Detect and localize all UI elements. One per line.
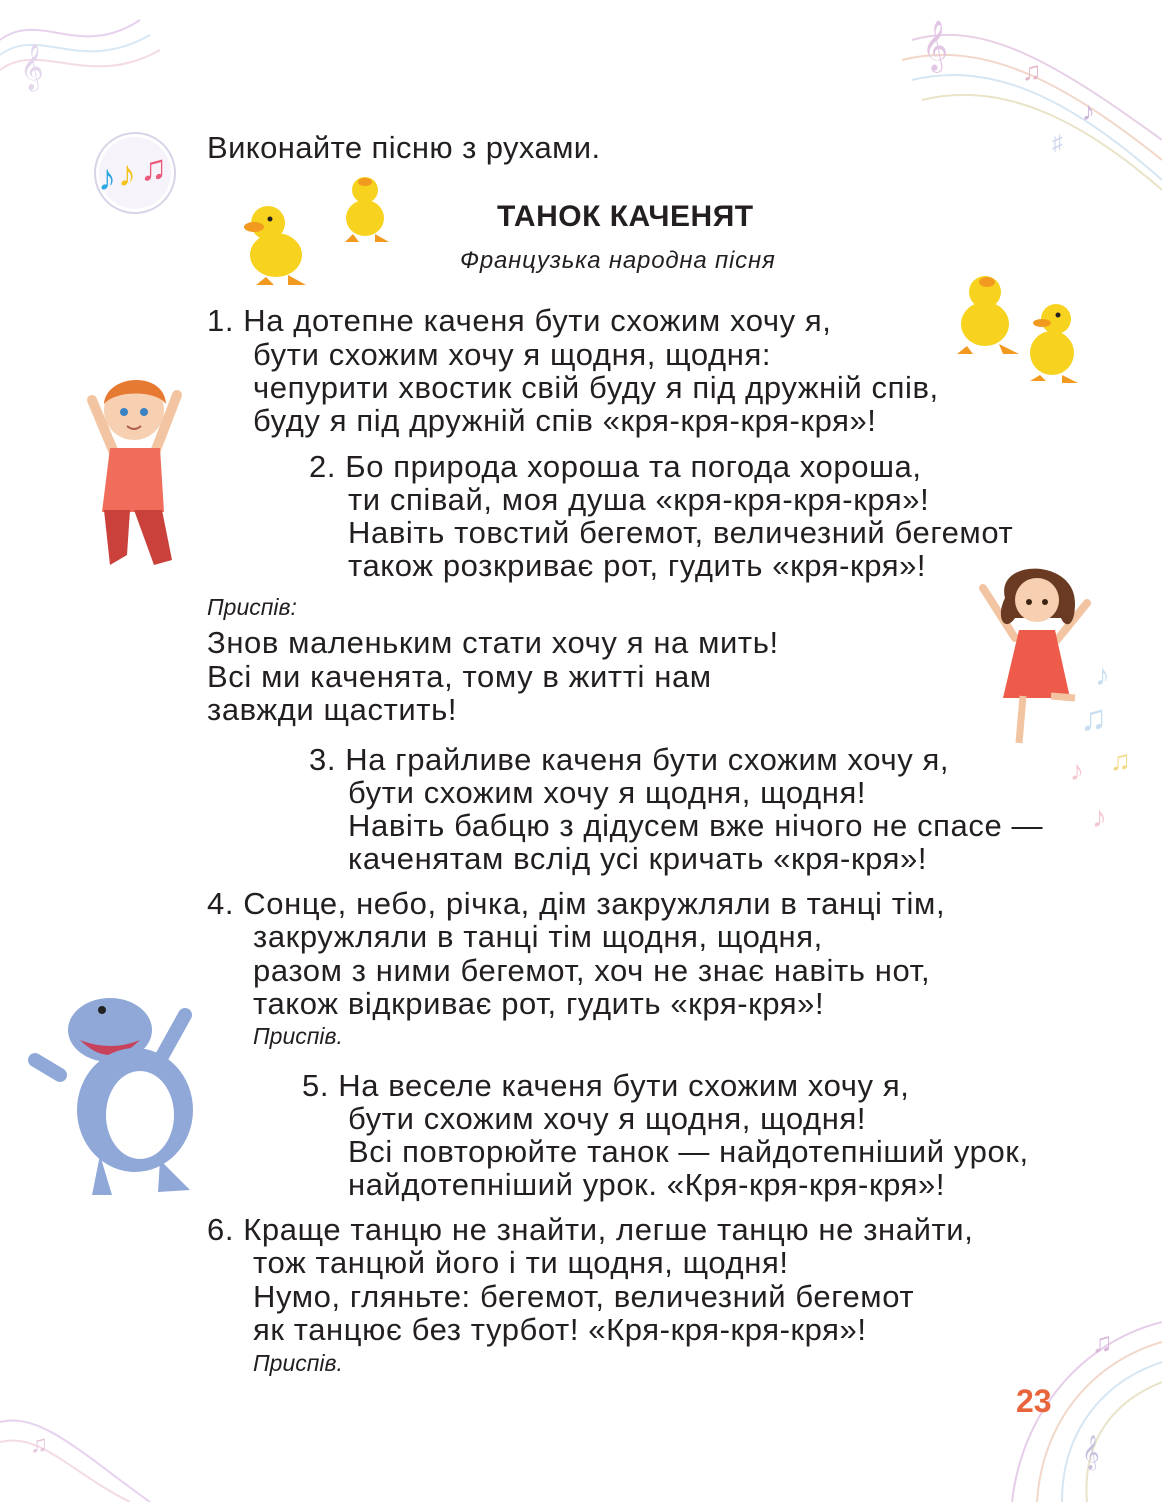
svg-text:𝄞: 𝄞 xyxy=(922,21,949,70)
svg-text:♪: ♪ xyxy=(98,157,116,198)
verse-2-line-4: також розкриває рот, гудить «кря-кря»! xyxy=(348,548,927,583)
duck-illustration xyxy=(335,172,395,247)
svg-text:♪: ♪ xyxy=(1082,96,1095,126)
svg-text:♪: ♪ xyxy=(1095,659,1110,692)
verse-3-line-2: бути схожим хочу я щодня, щодня! xyxy=(348,775,867,810)
svg-text:♫: ♫ xyxy=(1110,745,1131,776)
song-subtitle: Французька народна пісня xyxy=(460,247,776,274)
svg-text:𝄞: 𝄞 xyxy=(20,45,44,89)
hippo-illustration xyxy=(40,990,200,1200)
verse-2-line-3: Навіть товстий бегемот, величезний бегемот xyxy=(348,515,1014,550)
verse-6-line-4: як танцює без турбот! «Кря-кря-кря-кря»! xyxy=(253,1312,867,1347)
verse-4-refrain: Приспів. xyxy=(253,1023,343,1049)
music-notes-icon xyxy=(1070,655,1140,835)
verse-6-refrain: Приспів. xyxy=(253,1350,343,1376)
svg-text:♫: ♫ xyxy=(1080,697,1107,738)
verse-4-line-3: разом з ними бегемот, хоч не знає навіть нот, xyxy=(253,953,931,988)
verse-1-line-1: 1. На дотепне каченя бути схожим хочу я, xyxy=(207,303,832,338)
duck-illustration xyxy=(947,268,1022,358)
decorative-swirl-top-right xyxy=(902,0,1162,190)
instruction-text: Виконайте пісню з рухами. xyxy=(207,130,601,165)
verse-5-line-1: 5. На веселе каченя бути схожим хочу я, xyxy=(302,1068,910,1103)
verse-3-line-4: каченятам вслід усі кричать «кря-кря»! xyxy=(348,841,928,876)
verse-4-line-2: закружляли в танці тім щодня, щодня, xyxy=(253,919,823,954)
decorative-swirl-top-left xyxy=(0,0,180,130)
verse-5-line-4: найдотепніший урок. «Кря-кря-кря-кря»! xyxy=(348,1167,946,1202)
svg-text:♪: ♪ xyxy=(1092,801,1107,834)
chorus-line-2: Всі ми каченята, тому в житті нам xyxy=(207,659,712,694)
svg-text:♪: ♪ xyxy=(1070,755,1084,786)
svg-text:♫: ♫ xyxy=(1092,1327,1113,1358)
chorus-label: Приспів: xyxy=(207,594,297,620)
verse-1-line-4: буду я під дружній спів «кря-кря-кря-кря»! xyxy=(253,403,877,438)
verse-4-line-4: також відкриває рот, гудить «кря-кря»! xyxy=(253,986,825,1021)
chorus-line-1: Знов маленьким стати хочу я на мить! xyxy=(207,625,779,660)
verse-3-line-3: Навіть бабцю з дідусем вже нічого не спасе — xyxy=(348,808,1044,843)
duck-illustration xyxy=(1018,295,1083,385)
duck-illustration xyxy=(236,195,316,290)
decorative-swirl-bottom-right xyxy=(982,1302,1162,1502)
verse-3-line-1: 3. На грайливе каченя бути схожим хочу я, xyxy=(309,742,950,777)
music-notes-icon xyxy=(90,128,180,218)
page-number: 23 xyxy=(1016,1383,1052,1419)
svg-text:𝄞: 𝄞 xyxy=(1082,1436,1100,1469)
verse-1-line-2: бути схожим хочу я щодня, щодня: xyxy=(253,337,772,372)
svg-text:♫: ♫ xyxy=(30,1431,48,1458)
svg-text:♫: ♫ xyxy=(140,147,167,188)
verse-1-line-3: чепурити хвостик свій буду я під дружній спів, xyxy=(253,370,939,405)
verse-2-line-1: 2. Бо природа хороша та погода хороша, xyxy=(309,449,922,484)
verse-6-line-3: Нумо, гляньте: бегемот, величезний бегемот xyxy=(253,1279,915,1314)
chorus-line-3: завжди щастить! xyxy=(207,692,458,727)
verse-4-line-1: 4. Сонце, небо, річка, дім закружляли в танці тім, xyxy=(207,886,946,921)
svg-text:♪: ♪ xyxy=(118,153,136,194)
verse-2-line-2: ти співай, моя душа «кря-кря-кря-кря»! xyxy=(348,482,930,517)
svg-text:♫: ♫ xyxy=(1022,56,1042,86)
boy-illustration xyxy=(72,360,192,580)
verse-6-line-2: тож танцюй його і ти щодня, щодня! xyxy=(253,1245,789,1280)
verse-5-line-2: бути схожим хочу я щодня, щодня! xyxy=(348,1101,867,1136)
decorative-swirl-bottom-left xyxy=(0,1352,150,1502)
verse-6-line-1: 6. Краще танцю не знайти, легше танцю не знайти, xyxy=(207,1212,974,1247)
verse-5-line-3: Всі повторюйте танок — найдотепніший урок, xyxy=(348,1134,1029,1169)
song-title: ТАНОК КАЧЕНЯТ xyxy=(497,200,754,233)
svg-text:♯: ♯ xyxy=(1052,130,1063,155)
